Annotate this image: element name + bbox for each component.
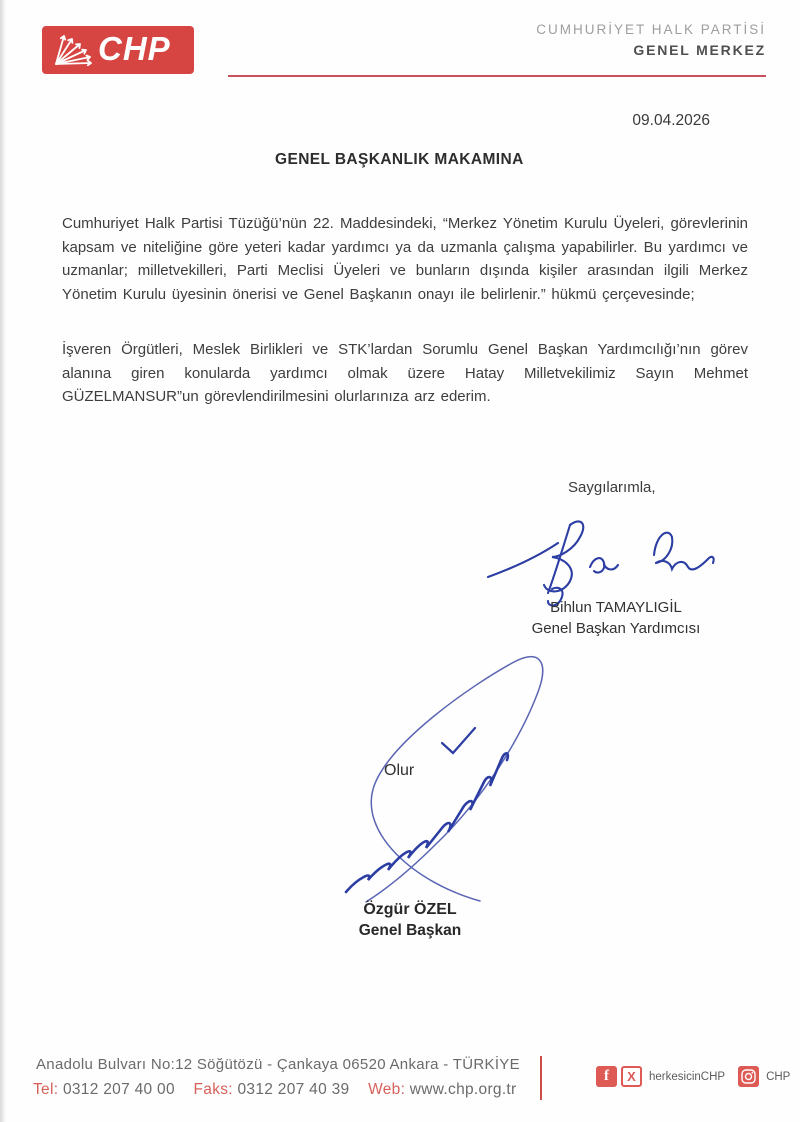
signature-bihlun-tamayligil xyxy=(482,515,717,607)
footer-address: Anadolu Bulvarı No:12 Söğütözü - Çankaya 06520 Ankara - TÜRKİYE xyxy=(36,1056,520,1073)
chp-six-arrows-icon xyxy=(50,31,94,69)
signature-ozgur-ozel xyxy=(330,648,590,903)
instagram-handle: CHP xyxy=(766,1070,791,1083)
social-handle: herkesicinCHP xyxy=(649,1070,726,1083)
faks-value: 0312 207 40 39 xyxy=(237,1081,350,1098)
closing-salutation: Saygılarımla, xyxy=(568,479,656,496)
header-divider xyxy=(228,75,766,77)
tel-label: Tel: xyxy=(33,1081,59,1098)
x-twitter-icon: X xyxy=(621,1066,642,1087)
faks-label: Faks: xyxy=(193,1081,233,1098)
web-value: www.chp.org.tr xyxy=(409,1081,517,1098)
org-unit: GENEL MERKEZ xyxy=(633,42,766,58)
chp-logo-text: CHP xyxy=(98,30,171,67)
letter-title: GENEL BAŞKANLIK MAKAMINA xyxy=(275,151,524,168)
signer1-name: Bihlun TAMAYLIGİL xyxy=(550,599,682,616)
org-header xyxy=(536,22,766,58)
letter-paragraph-2: İşveren Örgütleri, Meslek Birlikleri ve STK’lardan Sorumlu Genel Başkan Yardımcılığı’nın görev alanına giren konularda yardımcı olmak üzere Hatay Milletvekilimiz Sayın Mehmet GÜZELMANSUR”un görevlendirilmesini olurlarınıza arz ederim. xyxy=(62,341,748,406)
signer1-block xyxy=(500,599,732,637)
signer2-block xyxy=(310,901,510,940)
letter-paragraph-1: Cumhuriyet Halk Partisi Tüzüğü’nün 22. Maddesindeki, “Merkez Yönetim Kurulu Üyeleri, görevlerinin kapsam ve niteliğine göre yeteri kadar yardımcı ya da uzmanla çalışma yapabilirler. Bu yardımcı ve uzmanlar; milletvekilleri, Parti Meclisi Üyeleri ve bunların dışında kişiler arasından ilgili Merkez Yönetim Kurulu üyesinin önerisi ve Genel Başkanın onayı ile belirlenir.” hükmü çerçevesinde; xyxy=(62,215,748,303)
instagram-icon xyxy=(738,1066,759,1087)
signer1-title: Genel Başkan Yardımcısı xyxy=(531,620,701,637)
footer-contact-line xyxy=(33,1081,531,1099)
social-row xyxy=(596,1066,790,1087)
approval-label: Olur xyxy=(384,762,415,779)
signer2-name: Özgür ÖZEL xyxy=(363,901,457,918)
signer2-title: Genel Başkan xyxy=(358,922,462,939)
footer-divider xyxy=(540,1056,542,1100)
org-name: CUMHURİYET HALK PARTİSİ xyxy=(536,22,766,37)
chp-logo xyxy=(42,26,194,74)
letter-date: 09.04.2026 xyxy=(632,112,710,129)
web-label: Web: xyxy=(368,1081,406,1098)
facebook-icon: f xyxy=(596,1066,617,1087)
tel-value: 0312 207 40 00 xyxy=(62,1081,175,1098)
